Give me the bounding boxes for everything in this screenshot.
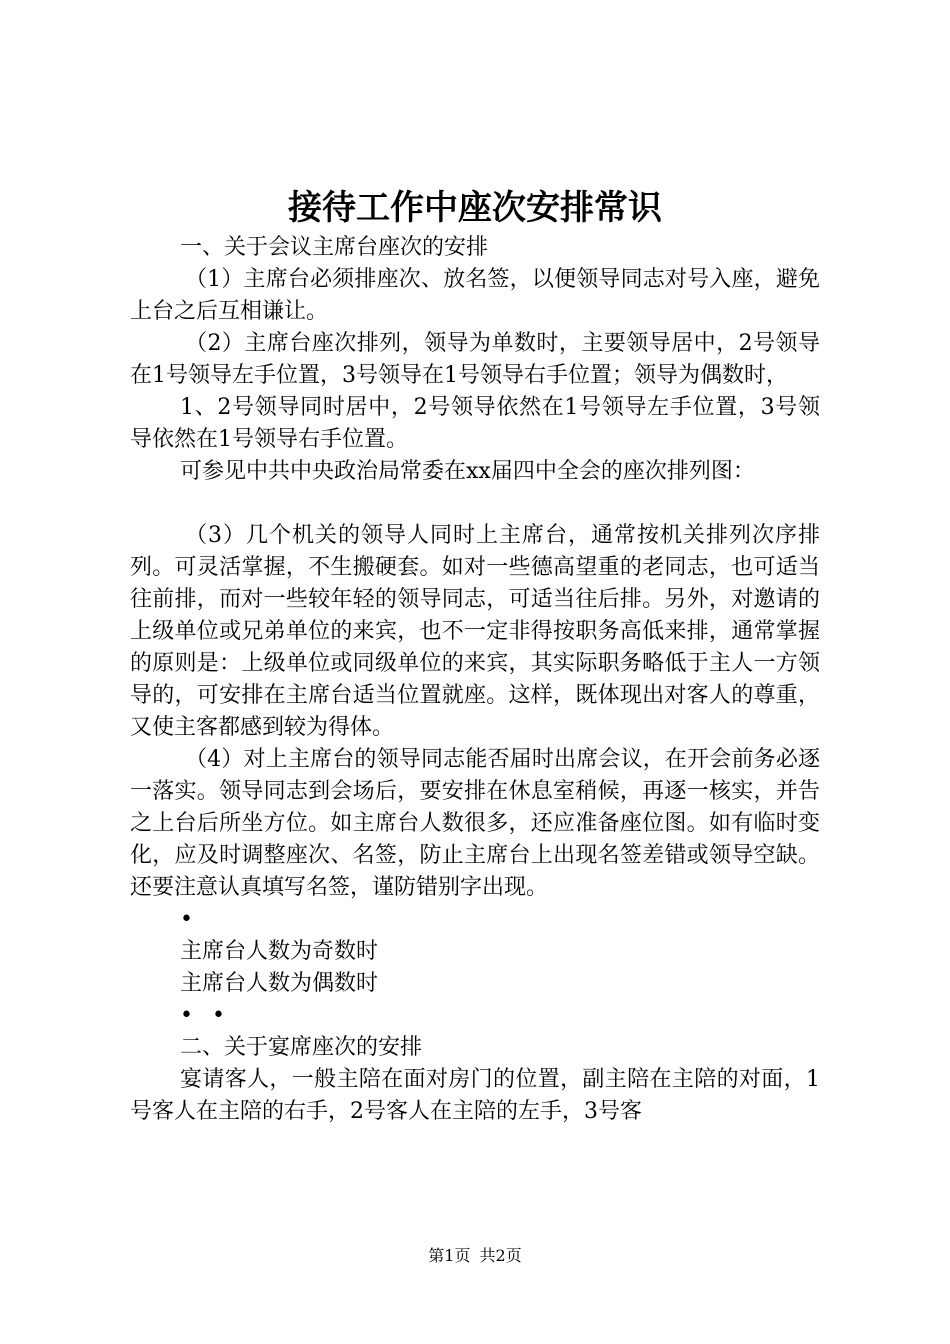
paragraph-reference-note: 可参见中共中央政治局常委在xx届四中全会的座次排列图： [180, 459, 755, 484]
paragraph-banquet: 宴请客人，一般主陪在面对房门的位置，副主陪在主陪的对面，1号客人在主陪的右手，2号客人在主陪的左手，3号客 [130, 1067, 820, 1124]
paragraph-item-2-continued: 1、2号领导同时居中，2号领导依然在1号领导左手位置，3号领导依然在1号领导右手位置。 [130, 395, 820, 452]
paragraph-item-4: （4）对上主席台的领导同志能否届时出席会议，在开会前务必逐一落实。领导同志到会场后，要安排在休息室稍候，再逐一核实，并告之上台后所坐方位。如主席台人数很多，还应准备座位图。如有临时变化，应及时调整座次、名签，防止主席台上出现名签差错或领导空缺。还要注意认真填写名签，谨防错别字出现。 [130, 747, 820, 900]
section-heading-banquet: 二、关于宴席座次的安排 [180, 1035, 423, 1060]
page-footer [0, 1244, 950, 1268]
section-heading-meeting: 一、关于会议主席台座次的安排 [180, 235, 489, 260]
page-title: 接待工作中座次安排常识 [288, 188, 662, 228]
paragraph-item-1: （1）主席台必须排座次、放名签，以便领导同志对号入座，避免上台之后互相谦让。 [130, 267, 820, 324]
caption-odd-seating: 主席台人数为奇数时 [180, 939, 379, 964]
paragraph-item-3: （3）几个机关的领导人同时上主席台，通常按机关排列次序排列。可灵活掌握，不生搬硬套。如对一些德高望重的老同志，也可适当往前排，而对一些较年轻的领导同志，可适当往后排。另外，对邀请的上级单位或兄弟单位的来宾，也不一定非得按职务高低来排，通常掌握的原则是：上级单位或同级单位的来宾，其实际职务略低于主人一方领导的，可安排在主席台适当位置就座。这样，既体现出对客人的尊重，又使主客都感到较为得体。 [130, 523, 820, 740]
document-body [130, 232, 820, 1128]
page-total: 共2页 [479, 1246, 522, 1265]
bullet-marker-double: • • [180, 1003, 231, 1028]
caption-even-seating: 主席台人数为偶数时 [180, 971, 379, 996]
page-number: 第1页 [428, 1246, 471, 1265]
paragraph-item-2: （2）主席台座次排列，领导为单数时，主要领导居中，2号领导在1号领导左手位置，3号领导在1号领导右手位置；领导为偶数时， [130, 331, 820, 388]
bullet-marker: • [180, 907, 199, 932]
seating-diagram-placeholder [130, 488, 820, 520]
